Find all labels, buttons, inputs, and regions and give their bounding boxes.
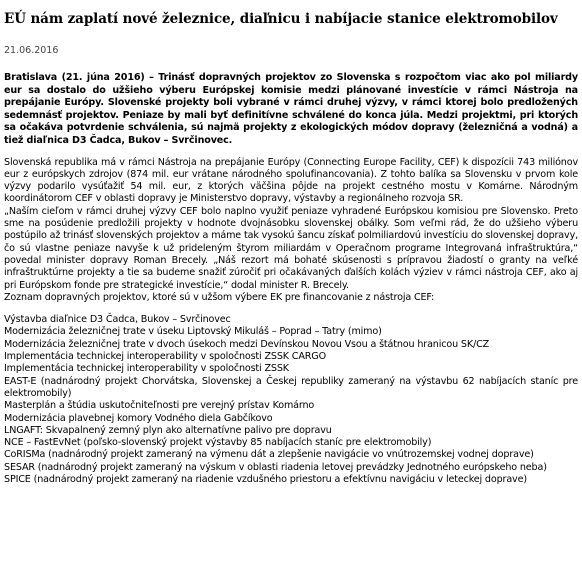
article-title: EÚ nám zaplatí nové železnice, diaľnicu i nabíjacie stanice elektromobilov — [4, 11, 558, 27]
article-lead: Bratislava (21. júna 2016) – Trinásť dopravných projektov zo Slovenska s rozpočtom viac ako pol miliardy eur sa dostalo do užšieho výberu Európskej komisie medzi plánované investície v rámci Nástroja na prepájanie Európy. Slovenské projekty boli vybrané v rámci druhej výzvy, v rámci ktorej bolo predložených sedemnásť projektov. Peniaze by mali byť definitívne schválené do konca júla. Medzi projektmi, pri ktorých sa očakáva potvrdenie schválenia, sú najmä projekty z ekologických módov dopravy (železničná a vodná) a tiež diaľnica D3 Čadca, Bukov – Svrčinovec. — [4, 72, 578, 146]
project-item: Modernizácia železničnej trate v dvoch úsekoch medzi Devínskou Novou Vsou a štátnou hranicou SK/CZ — [4, 338, 490, 350]
project-item: SPICE (nadnárodný projekt zameraný na riadenie vzdušného priestoru a efektívnu navigáciu v leteckej doprave) — [4, 473, 527, 485]
article-date: 21.06.2016 — [4, 45, 59, 56]
project-item: Výstavba diaľnice D3 Čadca, Bukov – Svrčinovec — [4, 314, 231, 326]
project-list-intro: Zoznam dopravných projektov, ktoré sú v užšom výbere EK pre financovanie z nástroja CEF: — [4, 291, 435, 303]
project-item: SESAR (nadnárodný projekt zameraný na výskum v oblasti riadenia letovej prevádzky Jednotného európskeho neba) — [4, 461, 547, 473]
article — [0, 10, 578, 486]
project-item: EAST-E (nadnárodný projekt Chorvátska, Slovenskej a Českej republiky zameraný na výstavbu 62 nabíjacích staníc pre elektromobily) — [4, 375, 578, 399]
project-item: Implementácia technickej interoperability v spoločnosti ZSSK CARGO — [4, 351, 326, 363]
project-item: Modernizácia železničnej trate v úseku Liptovský Mikuláš – Poprad – Tatry (mimo) — [4, 326, 382, 338]
project-list — [4, 314, 578, 486]
project-item: Masterplán a štúdia uskutočniteľnosti pre verejný prístav Komárno — [4, 400, 315, 412]
article-body — [4, 157, 578, 305]
project-item: NCE – FastEvNet (poľsko-slovenský projekt výstavby 85 nabíjacích staníc pre elektromobily) — [4, 437, 432, 449]
project-item: CoRISMa (nadnárodný projekt zameraný na výmenu dát a zlepšenie navigácie vo vnútrozemskej vodnej doprave) — [4, 449, 534, 461]
body-paragraph: Slovenská republika má v rámci Nástroja na prepájanie Európy (Connecting Europe Facility, CEF) k dispozícii 743 miliónov eur z európskych zdrojov (874 mil. eur vrátane národného spolufinancovania). Z tohto balíka sa Slovensku v prvom kole výzvy podarilo vysúťažiť 54 mil. eur, z ktorých väčšina pôjde na projekt cestného mostu v Komárne. Národným koordinátorom CEF v oblasti dopravy je Ministerstvo dopravy, výstavby a regionálneho rozvoja SR. — [4, 156, 578, 205]
project-item: Implementácia technickej interoperability v spoločnosti ZSSK — [4, 363, 289, 375]
project-item: LNGAFT: Skvapalnený zemný plyn ako alternatívne palivo pre dopravu — [4, 424, 332, 436]
project-item: Modernizácia plavebnej komory Vodného diela Gabčíkovo — [4, 412, 273, 424]
body-paragraph: „Naším cieľom v rámci druhej výzvy CEF bolo naplno využiť peniaze vyhradené Európskou komisiou pre Slovensko. Preto sme na posúdenie predložili projekty v hodnote dvojnásobku slovenskej obálky. Som veľmi rád, že do užšieho výberu postúpilo až trinásť slovenských projektov a máme tak vysokú šancu získať polmiliardovú investíciu do slovenskej dopravy, čo sú vlastne peniaze navyše k už prideleným štyrom miliardám v Operačnom programe Integrovaná infraštruktúra,“ povedal minister dopravy Roman Brecely. „Náš rezort má bohaté skúsenosti s prípravou žiadostí o granty na veľké infraštruktúrne projekty a tie sa budeme snažiť zúročiť pri očakávaných ďalších kolách výziev v rámci nástroja CEF, ako aj pri Európskom fonde pre strategické investície,“ dodal minister R. Brecely. — [4, 205, 578, 291]
